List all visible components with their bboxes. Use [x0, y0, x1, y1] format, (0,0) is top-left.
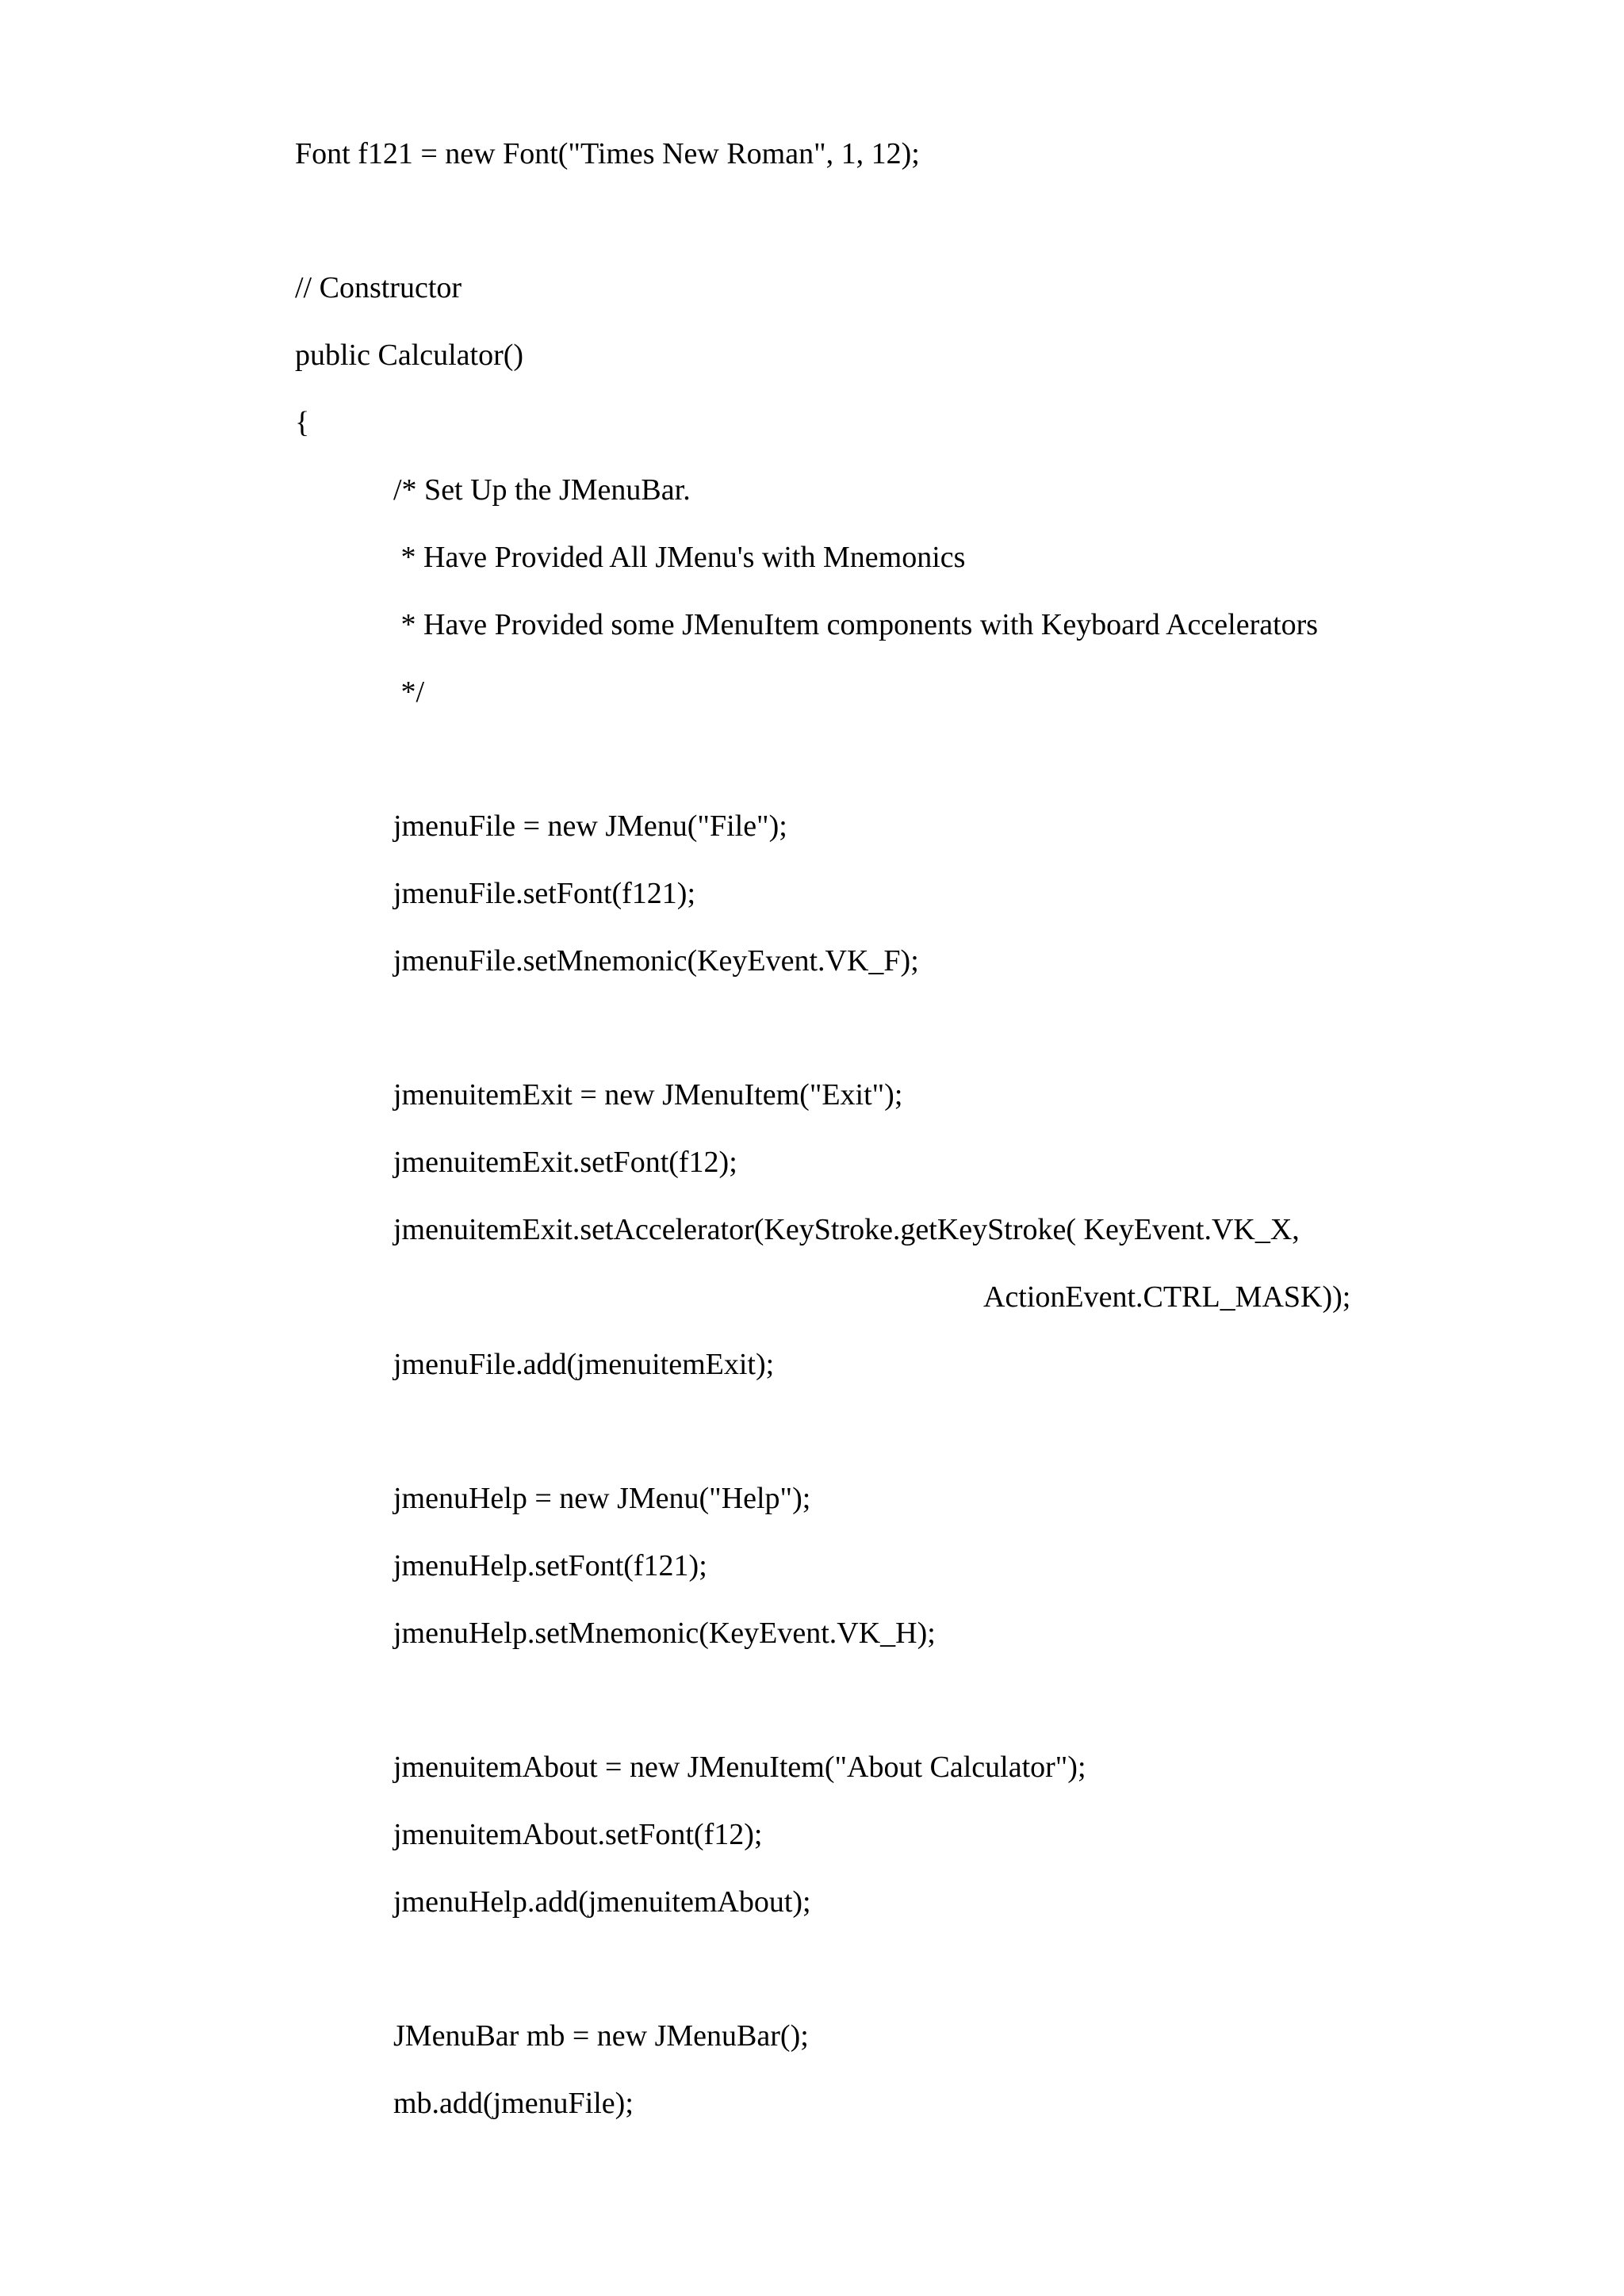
code-line: Font f121 = new Font("Times New Roman", 1, 12); [295, 137, 920, 170]
code-line: jmenuitemExit.setFont(f12); [393, 1146, 737, 1179]
code-line: jmenuHelp.setMnemonic(KeyEvent.VK_H); [393, 1617, 936, 1650]
code-line: { [295, 406, 310, 439]
code-line: jmenuHelp = new JMenu("Help"); [393, 1482, 811, 1515]
code-line: jmenuitemExit.setAccelerator(KeyStroke.getKeyStroke( KeyEvent.VK_X, [393, 1213, 1300, 1246]
code-line: jmenuitemAbout = new JMenuItem("About Calculator"); [393, 1751, 1086, 1784]
code-line: mb.add(jmenuFile); [393, 2087, 634, 2120]
code-line: jmenuFile.setMnemonic(KeyEvent.VK_F); [393, 944, 919, 978]
code-line: jmenuHelp.setFont(f121); [393, 1549, 707, 1582]
code-comment: */ [393, 675, 425, 709]
code-comment: * Have Provided some JMenuItem components with Keyboard Accelerators [393, 608, 1319, 641]
code-comment: * Have Provided All JMenu's with Mnemonics [393, 541, 966, 574]
code-line: jmenuHelp.add(jmenuitemAbout); [393, 1885, 811, 1919]
code-line: jmenuitemExit = new JMenuItem("Exit"); [393, 1078, 903, 1112]
code-line: jmenuitemAbout.setFont(f12); [393, 1818, 763, 1851]
code-line: public Calculator() [295, 339, 524, 372]
code-line: JMenuBar mb = new JMenuBar(); [393, 2019, 809, 2053]
code-line: jmenuFile = new JMenu("File"); [393, 809, 787, 843]
code-comment: // Constructor [295, 271, 462, 304]
code-comment: /* Set Up the JMenuBar. [393, 473, 691, 507]
code-line: jmenuFile.setFont(f121); [393, 877, 696, 910]
code-line-continuation: ActionEvent.CTRL_MASK)); [983, 1280, 1351, 1314]
code-line: jmenuFile.add(jmenuitemExit); [393, 1348, 775, 1381]
